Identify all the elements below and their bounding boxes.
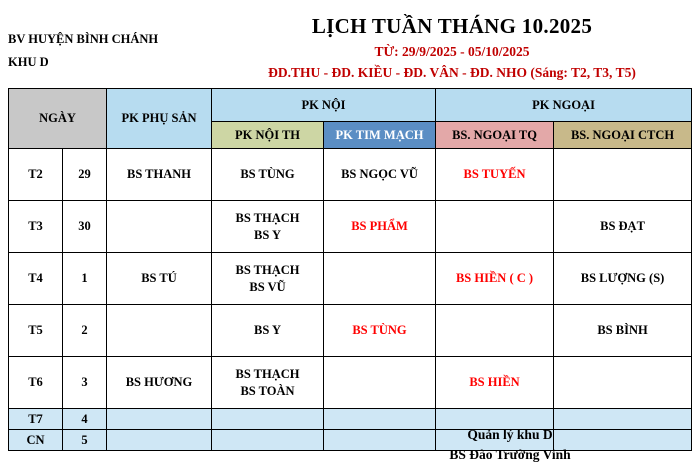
cell-ngoai-ctch <box>554 149 692 201</box>
cell-phu-san <box>107 409 212 430</box>
cell-ngoai-ctch: BS LƯỢNG (S) <box>554 253 692 305</box>
signature-role: Quản lý khu D <box>467 427 553 442</box>
row-date: 30 <box>63 201 107 253</box>
cell-noi-th: BS THẠCH BS Y <box>212 201 324 253</box>
ward-name: KHU D <box>8 54 49 69</box>
row-day: T4 <box>9 253 63 305</box>
date-range: TỪ: 29/9/2025 - 05/10/2025 <box>374 44 530 59</box>
cell-tim-mach: BS PHẨM <box>324 201 436 253</box>
cell-ngoai-tq: BS HIỀN ( C ) <box>436 253 554 305</box>
cell-phu-san <box>107 430 212 451</box>
hospital-name: BV HUYỆN BÌNH CHÁNH <box>8 32 159 46</box>
row-date: 3 <box>63 357 107 409</box>
cell-phu-san: BS HƯƠNG <box>107 357 212 409</box>
row-date: 4 <box>63 409 107 430</box>
cell-tim-mach: BS NGỌC VŨ <box>324 149 436 201</box>
cell-ngoai-tq <box>436 201 554 253</box>
row-day: T2 <box>9 149 63 201</box>
header-ngay: NGÀY <box>9 89 107 149</box>
row-date: 29 <box>63 149 107 201</box>
table-row <box>9 149 692 201</box>
header-bs-ngoai-ctch: BS. NGOẠI CTCH <box>554 122 692 149</box>
table-row <box>9 305 692 357</box>
schedule-table-body <box>9 89 692 451</box>
table-header-row-1 <box>9 89 692 122</box>
header-pk-phu-san: PK PHỤ SẢN <box>107 89 212 149</box>
row-day: T5 <box>9 305 63 357</box>
row-date: 2 <box>63 305 107 357</box>
header-pk-tim-mach: PK TIM MẠCH <box>324 122 436 149</box>
cell-phu-san: BS THANH <box>107 149 212 201</box>
header-pk-noi-th: PK NỘI TH <box>212 122 324 149</box>
cell-ngoai-tq: BS TUYẾN <box>436 149 554 201</box>
row-date: 1 <box>63 253 107 305</box>
cell-tim-mach <box>324 253 436 305</box>
row-day: T7 <box>9 409 63 430</box>
page-header <box>8 6 691 84</box>
row-date: 5 <box>63 430 107 451</box>
cell-ngoai-ctch: BS BÌNH <box>554 305 692 357</box>
cell-noi-th: BS Y <box>212 305 324 357</box>
table-row <box>9 253 692 305</box>
cell-ngoai-ctch <box>554 357 692 409</box>
cell-phu-san <box>107 201 212 253</box>
row-day: T3 <box>9 201 63 253</box>
header-pk-noi: PK NỘI <box>212 89 436 122</box>
signature-name: BS Đào Trường Vinh <box>449 447 571 463</box>
cell-phu-san: BS TÚ <box>107 253 212 305</box>
table-row <box>9 201 692 253</box>
row-day: T6 <box>9 357 63 409</box>
cell-noi-th: BS TÙNG <box>212 149 324 201</box>
cell-noi-th <box>212 430 324 451</box>
cell-ngoai-ctch: BS ĐẠT <box>554 201 692 253</box>
cell-noi-th: BS THẠCH BS TOÀN <box>212 357 324 409</box>
cell-tim-mach <box>324 357 436 409</box>
cell-ngoai-tq <box>436 305 554 357</box>
cell-ngoai-tq: BS HIỀN <box>436 357 554 409</box>
header-pk-ngoai: PK NGOẠI <box>436 89 692 122</box>
cell-phu-san <box>107 305 212 357</box>
page-title: LỊCH TUẦN THÁNG 10.2025 <box>311 14 593 38</box>
header-bs-ngoai-tq: BS. NGOẠI TQ <box>436 122 554 149</box>
nurses-line: ĐD.THU - ĐD. KIỀU - ĐD. VÂN - ĐD. NHO (Sáng: T2, T3, T5) <box>268 65 636 80</box>
cell-noi-th <box>212 409 324 430</box>
row-day: CN <box>9 430 63 451</box>
schedule-table <box>8 88 692 451</box>
table-row <box>9 357 692 409</box>
signature-block <box>330 425 690 466</box>
hospital-info <box>8 6 213 72</box>
cell-tim-mach: BS TÙNG <box>324 305 436 357</box>
cell-noi-th: BS THẠCH BS VŨ <box>212 253 324 305</box>
title-block <box>213 6 691 81</box>
